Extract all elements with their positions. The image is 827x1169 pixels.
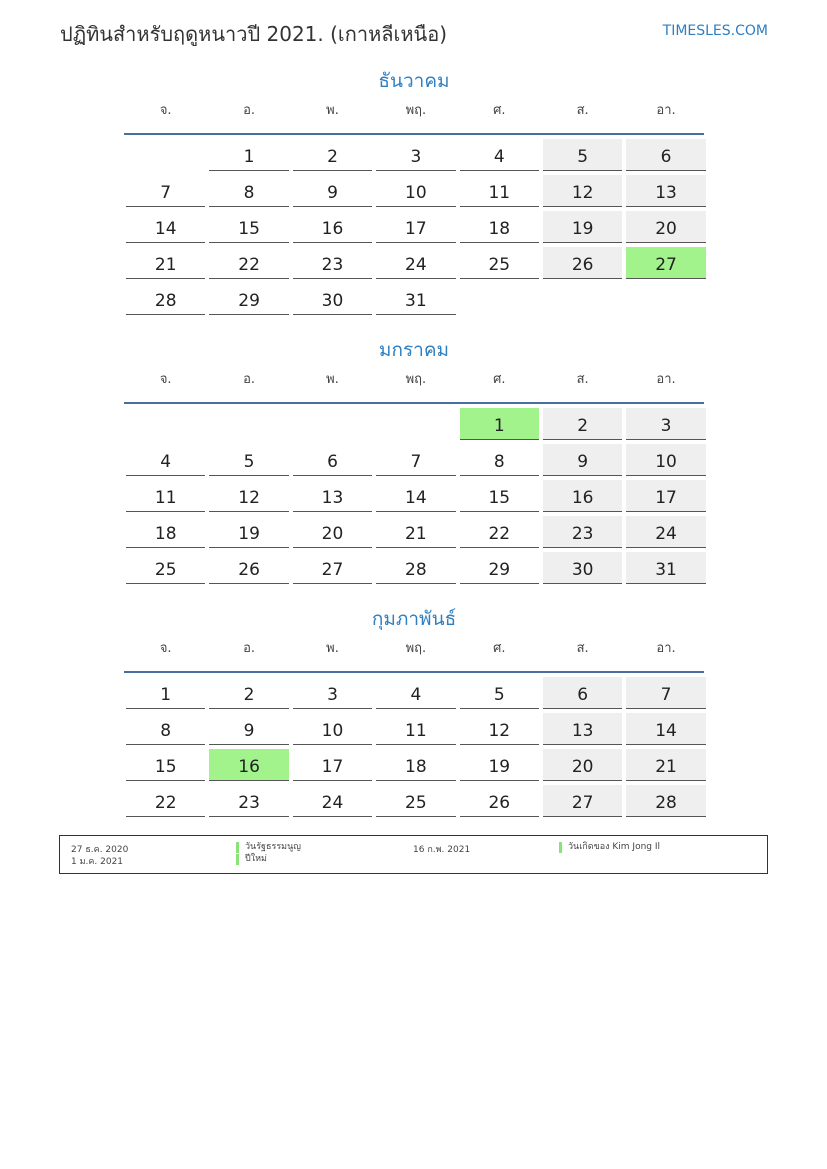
weekday-label: อ.	[243, 103, 256, 118]
day-cell: 21	[376, 516, 455, 548]
empty-cell	[209, 408, 288, 440]
day-cell: 25	[126, 552, 205, 584]
month-title: ธันวาคม	[378, 70, 450, 92]
day-cell: 7	[376, 444, 455, 476]
weekday-label: จ.	[159, 641, 172, 656]
day-cell: 19	[460, 749, 539, 781]
day-cell: 29	[209, 283, 288, 315]
weekday-label: อา.	[656, 641, 676, 656]
empty-cell	[293, 408, 372, 440]
day-cell: 4	[126, 444, 205, 476]
empty-cell	[126, 139, 205, 171]
site-link[interactable]: TIMESLES.COM	[662, 23, 768, 39]
day-grid	[124, 137, 704, 317]
day-cell: 29	[460, 552, 539, 584]
weekday-label: ศ.	[493, 641, 506, 656]
day-cell: 28	[626, 785, 705, 817]
holiday-day-cell: 1	[460, 408, 539, 440]
day-cell: 13	[293, 480, 372, 512]
page-title: ปฏิทินสำหรับฤดูหนาวปี 2021. (เกาหลีเหนือ)	[60, 22, 448, 46]
day-cell: 1	[126, 677, 205, 709]
weekday-label: พฤ.	[405, 103, 427, 118]
day-cell: 2	[293, 139, 372, 171]
day-cell: 11	[460, 175, 539, 207]
legend-holiday-name: วันรัฐธรรมนูญ	[236, 842, 301, 853]
day-cell: 10	[293, 713, 372, 745]
weekday-label: พ.	[326, 103, 339, 118]
day-cell: 20	[543, 749, 622, 781]
day-cell: 28	[376, 552, 455, 584]
day-cell: 3	[376, 139, 455, 171]
day-cell: 11	[126, 480, 205, 512]
day-cell: 31	[626, 552, 705, 584]
day-cell: 12	[543, 175, 622, 207]
day-cell: 17	[293, 749, 372, 781]
day-cell: 9	[543, 444, 622, 476]
day-cell: 24	[293, 785, 372, 817]
day-cell: 6	[543, 677, 622, 709]
day-cell: 27	[293, 552, 372, 584]
day-cell: 15	[460, 480, 539, 512]
month-december	[124, 68, 704, 317]
legend-holiday-name: ปีใหม่	[236, 854, 267, 865]
day-grid	[124, 406, 704, 586]
day-cell: 7	[126, 175, 205, 207]
day-cell: 9	[293, 175, 372, 207]
day-cell: 1	[209, 139, 288, 171]
day-cell: 20	[293, 516, 372, 548]
day-cell: 26	[209, 552, 288, 584]
day-cell: 7	[626, 677, 705, 709]
day-cell: 14	[376, 480, 455, 512]
day-cell: 4	[376, 677, 455, 709]
day-cell: 17	[376, 211, 455, 243]
day-cell: 10	[376, 175, 455, 207]
day-cell: 3	[293, 677, 372, 709]
day-cell: 20	[626, 211, 705, 243]
day-cell: 30	[293, 283, 372, 315]
month-title: กุมภาพันธ์	[371, 608, 457, 630]
weekday-label: พ.	[326, 372, 339, 387]
day-cell: 25	[376, 785, 455, 817]
weekday-label: ศ.	[493, 372, 506, 387]
day-cell: 22	[460, 516, 539, 548]
legend-date: 27 ธ.ค. 2020	[71, 845, 129, 855]
weekday-label: อ.	[243, 372, 256, 387]
day-cell: 18	[126, 516, 205, 548]
day-cell: 2	[543, 408, 622, 440]
day-cell: 9	[209, 713, 288, 745]
day-cell: 21	[626, 749, 705, 781]
weekday-label: ส.	[576, 372, 589, 387]
day-cell: 8	[126, 713, 205, 745]
legend-holiday-name: วันเกิดของ Kim Jong Il	[559, 842, 660, 853]
weekday-label: อา.	[656, 372, 676, 387]
day-cell: 23	[209, 785, 288, 817]
day-cell: 26	[460, 785, 539, 817]
weekday-label: อ.	[243, 641, 256, 656]
day-cell: 16	[543, 480, 622, 512]
month-january	[124, 337, 704, 586]
day-cell: 27	[543, 785, 622, 817]
day-cell: 12	[209, 480, 288, 512]
day-cell: 3	[626, 408, 705, 440]
weekday-label: พฤ.	[405, 372, 427, 387]
day-cell: 19	[543, 211, 622, 243]
holiday-day-cell: 16	[209, 749, 288, 781]
day-cell: 18	[460, 211, 539, 243]
day-cell: 13	[626, 175, 705, 207]
weekday-label: พฤ.	[405, 641, 427, 656]
day-cell: 28	[126, 283, 205, 315]
day-cell: 10	[626, 444, 705, 476]
day-cell: 2	[209, 677, 288, 709]
holiday-legend	[59, 835, 768, 874]
weekday-label: จ.	[159, 372, 172, 387]
day-cell: 6	[626, 139, 705, 171]
day-cell: 18	[376, 749, 455, 781]
day-grid	[124, 675, 704, 819]
day-cell: 11	[376, 713, 455, 745]
weekday-header	[124, 369, 704, 404]
day-cell: 21	[126, 247, 205, 279]
weekday-label: อา.	[656, 103, 676, 118]
day-cell: 15	[126, 749, 205, 781]
month-february	[124, 606, 704, 819]
weekday-label: ส.	[576, 103, 589, 118]
day-cell: 23	[293, 247, 372, 279]
day-cell: 14	[626, 713, 705, 745]
weekday-label: จ.	[159, 103, 172, 118]
day-cell: 31	[376, 283, 455, 315]
day-cell: 30	[543, 552, 622, 584]
day-cell: 15	[209, 211, 288, 243]
day-cell: 12	[460, 713, 539, 745]
day-cell: 14	[126, 211, 205, 243]
weekday-header	[124, 638, 704, 673]
weekday-label: ศ.	[493, 103, 506, 118]
weekday-header	[124, 100, 704, 135]
holiday-day-cell: 27	[626, 247, 705, 279]
day-cell: 23	[543, 516, 622, 548]
weekday-label: ส.	[576, 641, 589, 656]
day-cell: 5	[460, 677, 539, 709]
day-cell: 5	[209, 444, 288, 476]
day-cell: 26	[543, 247, 622, 279]
day-cell: 8	[460, 444, 539, 476]
day-cell: 5	[543, 139, 622, 171]
legend-date: 1 ม.ค. 2021	[71, 857, 124, 867]
month-title: มกราคม	[378, 339, 450, 361]
day-cell: 25	[460, 247, 539, 279]
weekday-label: พ.	[326, 641, 339, 656]
empty-cell	[126, 408, 205, 440]
legend-date: 16 ก.พ. 2021	[413, 845, 471, 855]
day-cell: 6	[293, 444, 372, 476]
day-cell: 24	[376, 247, 455, 279]
day-cell: 8	[209, 175, 288, 207]
day-cell: 4	[460, 139, 539, 171]
day-cell: 22	[209, 247, 288, 279]
day-cell: 19	[209, 516, 288, 548]
day-cell: 24	[626, 516, 705, 548]
day-cell: 16	[293, 211, 372, 243]
empty-cell	[376, 408, 455, 440]
day-cell: 13	[543, 713, 622, 745]
day-cell: 17	[626, 480, 705, 512]
day-cell: 22	[126, 785, 205, 817]
